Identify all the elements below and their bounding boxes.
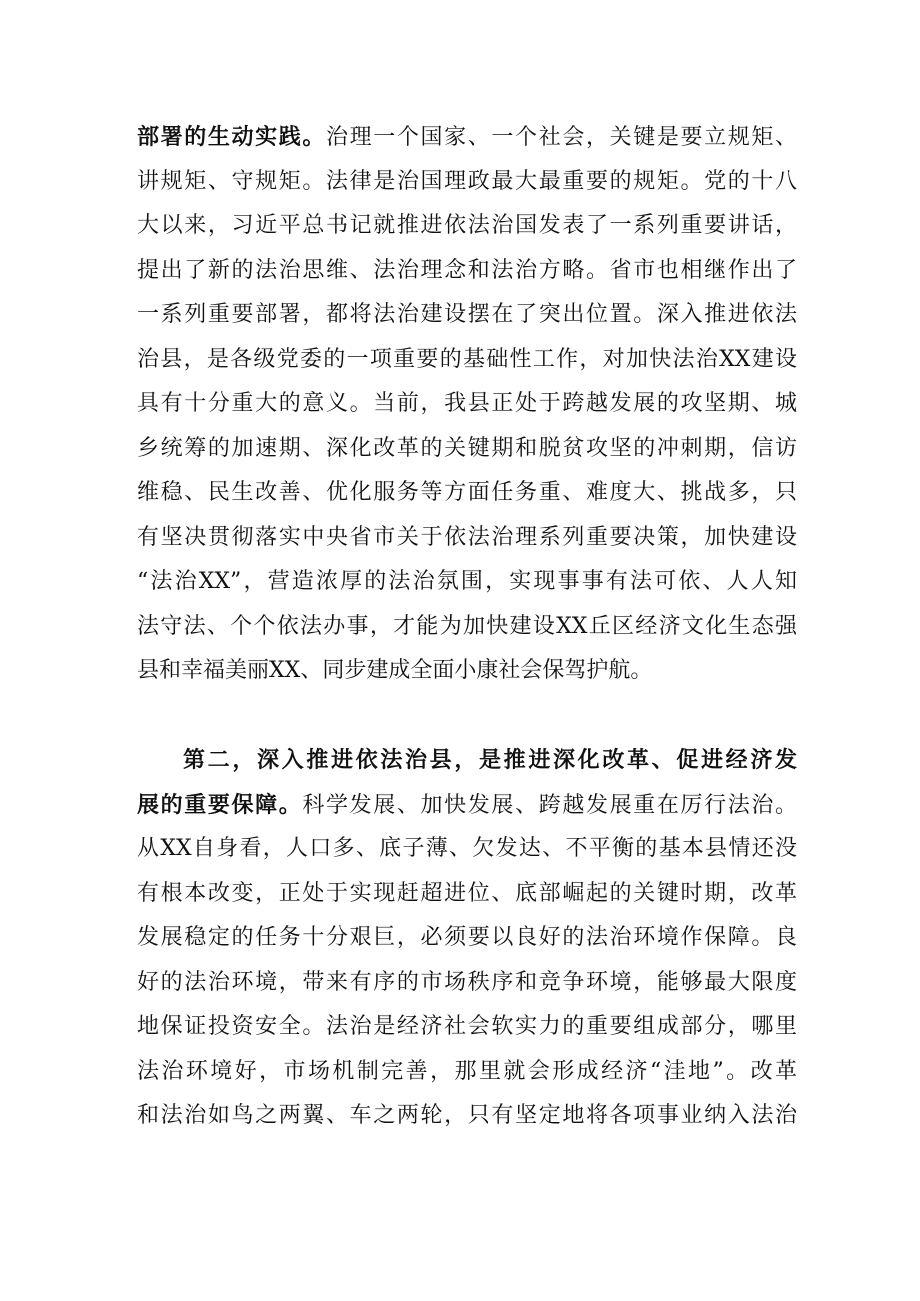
text-line: “法治XX”，营造浓厚的法治氛围，实现事事有法可依、人人知	[137, 569, 797, 594]
text-line	[137, 783, 797, 828]
text-line: 具有十分重大的意义。当前，我县正处于跨越发展的攻坚期、城	[137, 391, 797, 416]
paragraph-1	[137, 115, 797, 694]
bold-heading-text: 第二，深入推进依法治县，是推进深化改革、促进经济发	[183, 747, 797, 773]
text-line	[137, 115, 797, 160]
text-line: 乡统筹的加速期、深化改革的关键期和脱贫攻坚的冲刺期，信访	[137, 435, 797, 461]
text-line: 好的法治环境，带来有序的市场秩序和竞争环境，能够最大限度	[137, 969, 797, 995]
text-line: 治县，是各级党委的一项重要的基础性工作，对加快法治XX建设	[137, 346, 797, 372]
text-line: 一系列重要部署，都将法治建设摆在了突出位置。深入推进依法	[137, 302, 797, 327]
text-line: 发展稳定的任务十分艰巨，必须要以良好的法治环境作保障。良	[137, 925, 797, 950]
text-line: 提出了新的法治思维、法治理念和法治方略。省市也相继作出了	[137, 257, 797, 283]
paragraph-2	[137, 738, 797, 1139]
text-line: 法治环境好，市场机制完善，那里就会形成经济“洼地”。改革	[137, 1058, 797, 1084]
text-line: 县和幸福美丽XX、同步建成全面小康社会保驾护航。	[137, 658, 653, 683]
body-text: 科学发展、加快发展、跨越发展重在厉行法治。	[302, 792, 797, 818]
text-line: 有根本改变，正处于实现赶超进位、底部崛起的关键时期，改革	[137, 880, 797, 906]
text-line: 和法治如鸟之两翼、车之两轮，只有坚定地将各项事业纳入法治	[137, 1103, 797, 1128]
text-line: 维稳、民生改善、优化服务等方面任务重、难度大、挑战多，只	[137, 480, 797, 505]
bold-heading-text: 部署的生动实践。	[137, 124, 327, 150]
text-line: 有坚决贯彻落实中央省市关于依法治理系列重要决策，加快建设	[137, 524, 797, 550]
text-line: 地保证投资安全。法治是经济社会软实力的重要组成部分，哪里	[137, 1014, 797, 1039]
text-line: 大以来，习近平总书记就推进依法治国发表了一系列重要讲话，	[137, 213, 797, 238]
body-text: 治理一个国家、一个社会，关键是要立规矩、	[326, 125, 797, 150]
text-line: 讲规矩、守规矩。法律是治国理政最大最重要的规矩。党的十八	[137, 168, 797, 194]
text-line: 从XX自身看，人口多、底子薄、欠发达、不平衡的基本县情还没	[137, 836, 797, 861]
bold-heading-text: 展的重要保障。	[137, 791, 303, 818]
text-line: 法守法、个个依法办事，才能为加快建设XX丘区经济文化生态强	[137, 613, 797, 639]
